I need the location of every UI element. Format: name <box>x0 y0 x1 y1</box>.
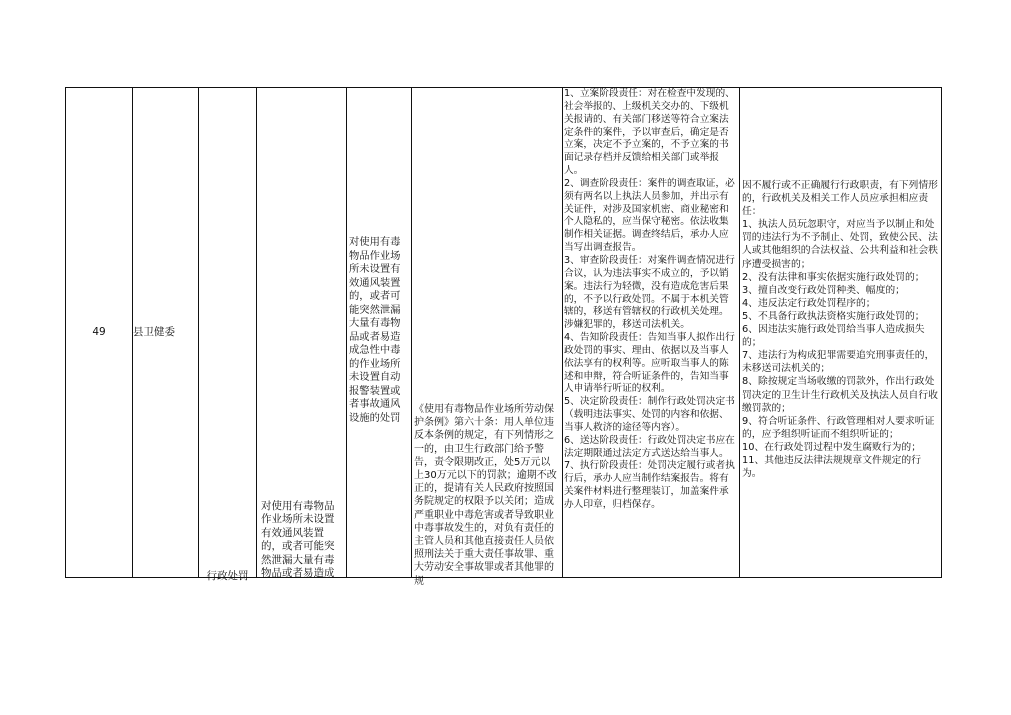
accountability-items: 因不履行或不正确履行行政职责，有下列情形的，行政机关及相关工作人员应承担相应责任： 1、执法人员玩忽职守，对应当予以制止和处罚的违法行为不予制止、处罚，致使公民、法人或其他组织的合法权益、公共利益和社会秩序遭受损害的； 2、没有法律和事实依据实施行政处罚的； 3、擅自改变行政处罚种类、幅度的； 4、违反法定行政处罚程序的； 5、不具备行政执法资格实施行政处罚的； 6、因违法实施行政处罚给当事人造成损失的； 7、违法行为构成犯罪需要追究刑事责任的，未移送司法机关的； 8、除按规定当场收缴的罚款外，作出行政处罚决定的卫生计生行政机关及执法人员自行收缴罚款的； 9、符合听证条件、行政管理相对人要求听证的，应予组织听证而不组织听证的； 10、在行政处罚过程中发生腐败行为的； 11、其他违反法律法规规章文件规定的行为。 <box>742 180 938 480</box>
responsibility-items: 1、立案阶段责任：对在检查中发现的、社会举报的、上级机关交办的、下级机关报请的、有关部门移送等符合立案法定条件的案件，予以审查后，确定是否立案，决定不予立案的，不予立案的书面记录存档并反馈给相关部门或举报人。 2、调查阶段责任：案件的调查取证，必须有两名以上执法人员参加，并出示有关证件，对涉及国家机密、商业秘密和个人隐私的，应当保守秘密。依法收集制作相关证据。调查终结后，承办人应当写出调查报告。 3、审查阶段责任：对案件调查情况进行合议，认为违法事实不成立的，予以销案。违法行为轻微，没有造成危害后果的，不予以行政处罚。不属于本机关管辖的，移送有管辖权的行政机关处理。涉嫌犯罪的，移送司法机关。 4、告知阶段责任：告知当事人拟作出行政处罚的事实、理由、依据以及当事人依法享有的权利等。应听取当事人的陈述和申辩，符合听证条件的，告知当事人申请举行听证的权利。 5、决定阶段责任：制作行政处罚决定书（载明违法事实、处罚的内容和依据、当事人救济的途径等内容）。 6、送达阶段责任：行政处罚决定书应在法定期限通过法定方式送达给当事人。 7、执行阶段责任：处罚决定履行或者执行后，承办人应当制作结案报告。将有关案件材料进行整理装订，加盖案件承办人印章，归档保存。 <box>564 88 735 510</box>
legal-basis: 《使用有毒物品作业场所劳动保护条例》第六十条：用人单位违反本条例的规定，有下列情形之一的，由卫生行政部门给予警告，责令限期改正，处5万元以上30万元以下的罚款；逾期不改正的，提请有关人民政府按照国务院规定的权限予以关闭；造成严重职业中毒危害或者导致职业中毒事故发生的，对负有责任的主管人员和其他直接责任人员依照刑法关于重大责任事故罪、重大劳动安全事故罪或者其他罪的规 <box>414 404 557 587</box>
department-name: 县卫健委 <box>133 325 175 338</box>
department-cell <box>133 88 199 578</box>
item-name-cell <box>257 88 347 578</box>
item-name: 对使用有毒物品作业场所未设置有效通风装置的，或者可能突然泄漏大量有毒物品或者易造成 <box>261 500 335 580</box>
legal-basis-cell <box>412 88 563 587</box>
power-type: 行政处罚 <box>206 570 249 582</box>
row-number: 49 <box>92 325 106 338</box>
row-number-cell <box>66 88 133 578</box>
table-row <box>66 88 942 578</box>
responsibility-cell <box>563 88 740 578</box>
sub-item-cell <box>347 88 412 578</box>
sub-item-name: 对使用有毒物品作业场所未设置有效通风装置的，或者可能突然泄漏大量有毒物品或者易造成急性中毒的作业场所未设置自动报警装置或者事故通风设施的处罚 <box>349 236 401 424</box>
responsibility-table <box>65 87 942 587</box>
power-type-cell <box>199 88 257 582</box>
accountability-cell <box>740 88 942 578</box>
